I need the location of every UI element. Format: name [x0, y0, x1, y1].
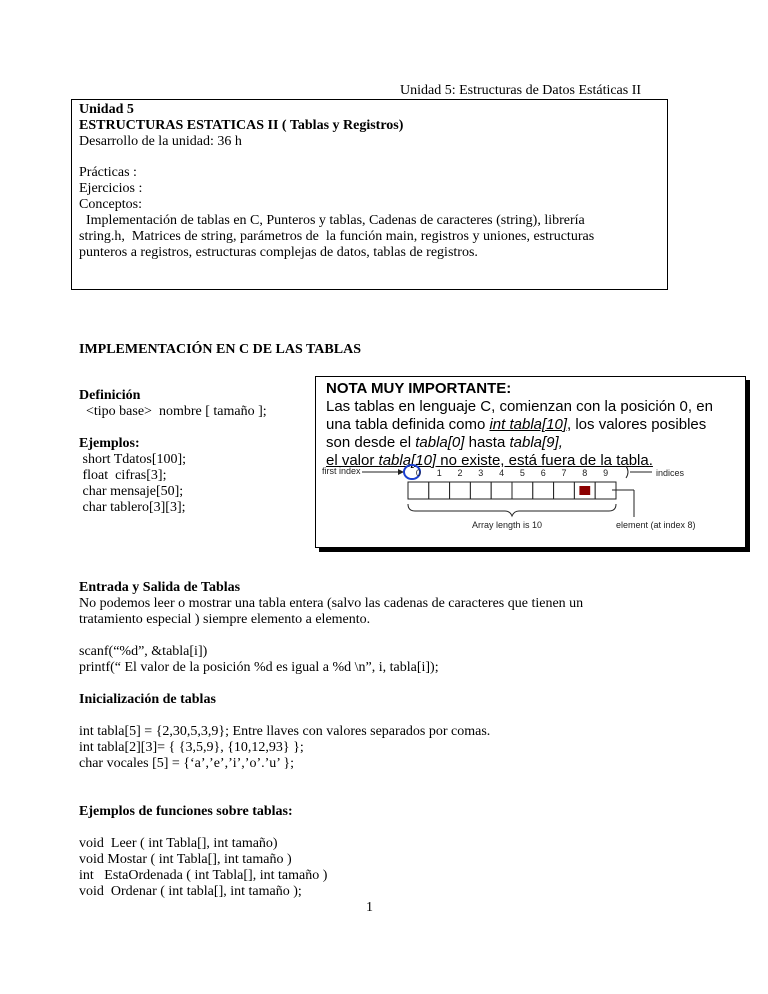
- init-title: Inicialización de tablas: [79, 692, 216, 707]
- indices-brace: [626, 466, 628, 478]
- page-number: 1: [366, 900, 373, 915]
- index-label: 1: [436, 468, 442, 478]
- array-cell: [470, 482, 491, 499]
- conceptos-line-2: string.h, Matrices de string, parámetros de la función main, registros y uniones, estructuras: [79, 229, 595, 244]
- io-code-2: printf(“ El valor de la posición %d es igual a %d \n”, i, tabla[i]);: [79, 660, 439, 675]
- funcs-title: Ejemplos de funciones sobre tablas:: [79, 804, 293, 819]
- func-line: int EstaOrdenada ( int Tabla[], int tamaño ): [79, 868, 328, 883]
- index-label: 7: [561, 468, 567, 478]
- init-line: int tabla[2][3]= { {3,5,9}, {10,12,93} };: [79, 740, 304, 755]
- length-brace: [408, 504, 616, 516]
- section-title: IMPLEMENTACIÓN EN C DE LAS TABLAS: [79, 342, 361, 357]
- ejemplos-label: Ejemplos:: [79, 436, 140, 451]
- definicion-syntax: <tipo base> nombre [ tamaño ];: [79, 404, 267, 419]
- index-label: 0: [415, 468, 421, 478]
- nota-title: NOTA MUY IMPORTANTE:: [326, 380, 512, 397]
- element-label: element (at index 8): [616, 520, 696, 530]
- nota-line-1: Las tablas en lenguaje C, comienzan con la posición 0, en: [326, 398, 713, 415]
- array-diagram: [320, 464, 740, 544]
- practicas-label: Prácticas :: [79, 165, 137, 180]
- io-title: Entrada y Salida de Tablas: [79, 580, 241, 595]
- index-label: 3: [478, 468, 484, 478]
- func-line: void Mostar ( int Tabla[], int tamaño ): [79, 852, 292, 867]
- ejemplo-line: char mensaje[50];: [79, 484, 184, 499]
- nota-line-4: el valor tabla[10] no existe, está fuera de la tabla.: [326, 452, 653, 469]
- index-label: 9: [603, 468, 609, 478]
- indices-label: indices: [656, 468, 685, 478]
- init-line: char vocales [5] = {‘a’,’e’,’i’,’o’.’u’ };: [79, 756, 295, 771]
- index-label: 4: [499, 468, 505, 478]
- io-text-2: tratamiento especial ) siempre elemento a elemento.: [79, 612, 371, 627]
- array-cell: [554, 482, 575, 499]
- conceptos-line-3: punteros a registros, estructuras complejas de datos, tablas de registros.: [79, 245, 478, 260]
- conceptos-line-1: Implementación de tablas en C, Punteros y tablas, Cadenas de caracteres (string), librería: [79, 213, 585, 228]
- array-cell: [512, 482, 533, 499]
- index-label: 6: [540, 468, 546, 478]
- io-code-1: scanf(“%d”, &tabla[i]): [79, 644, 208, 659]
- index-label: 5: [519, 468, 525, 478]
- ejemplo-line: char tablero[3][3];: [79, 500, 186, 515]
- ejercicios-label: Ejercicios :: [79, 181, 143, 196]
- array-cell: [533, 482, 554, 499]
- array-cell: [429, 482, 450, 499]
- array-cell: [491, 482, 512, 499]
- unit-duration: Desarrollo de la unidad: 36 h: [79, 134, 242, 149]
- unit-subtitle: ESTRUCTURAS ESTATICAS II ( Tablas y Registros): [79, 118, 404, 133]
- nota-line-2: una tabla definida como int tabla[10], los valores posibles: [326, 416, 707, 433]
- ejemplo-line: float cifras[3];: [79, 468, 167, 483]
- running-header: Unidad 5: Estructuras de Datos Estáticas II: [400, 83, 642, 98]
- first-index-label: first index: [322, 466, 361, 476]
- array-cell: [450, 482, 471, 499]
- array-cells: [408, 482, 616, 499]
- index-label: 2: [457, 468, 463, 478]
- highlighted-element: [579, 486, 590, 495]
- nota-line-3: son desde el tabla[0] hasta tabla[9],: [326, 434, 563, 451]
- func-line: void Ordenar ( int tabla[], int tamaño );: [79, 884, 302, 899]
- conceptos-label: Conceptos:: [79, 197, 142, 212]
- array-length-label: Array length is 10: [472, 520, 543, 530]
- init-line: int tabla[5] = {2,30,5,3,9}; Entre llaves con valores separados por comas.: [79, 724, 491, 739]
- unit-title: Unidad 5: [79, 102, 134, 117]
- array-cell: [408, 482, 429, 499]
- func-line: void Leer ( int Tabla[], int tamaño): [79, 836, 278, 851]
- ejemplo-line: short Tdatos[100];: [79, 452, 187, 467]
- io-text-1: No podemos leer o mostrar una tabla entera (salvo las cadenas de caracteres que tienen un: [79, 596, 584, 611]
- definicion-label: Definición: [79, 388, 141, 403]
- index-label: 8: [582, 468, 588, 478]
- index-labels: [416, 468, 608, 478]
